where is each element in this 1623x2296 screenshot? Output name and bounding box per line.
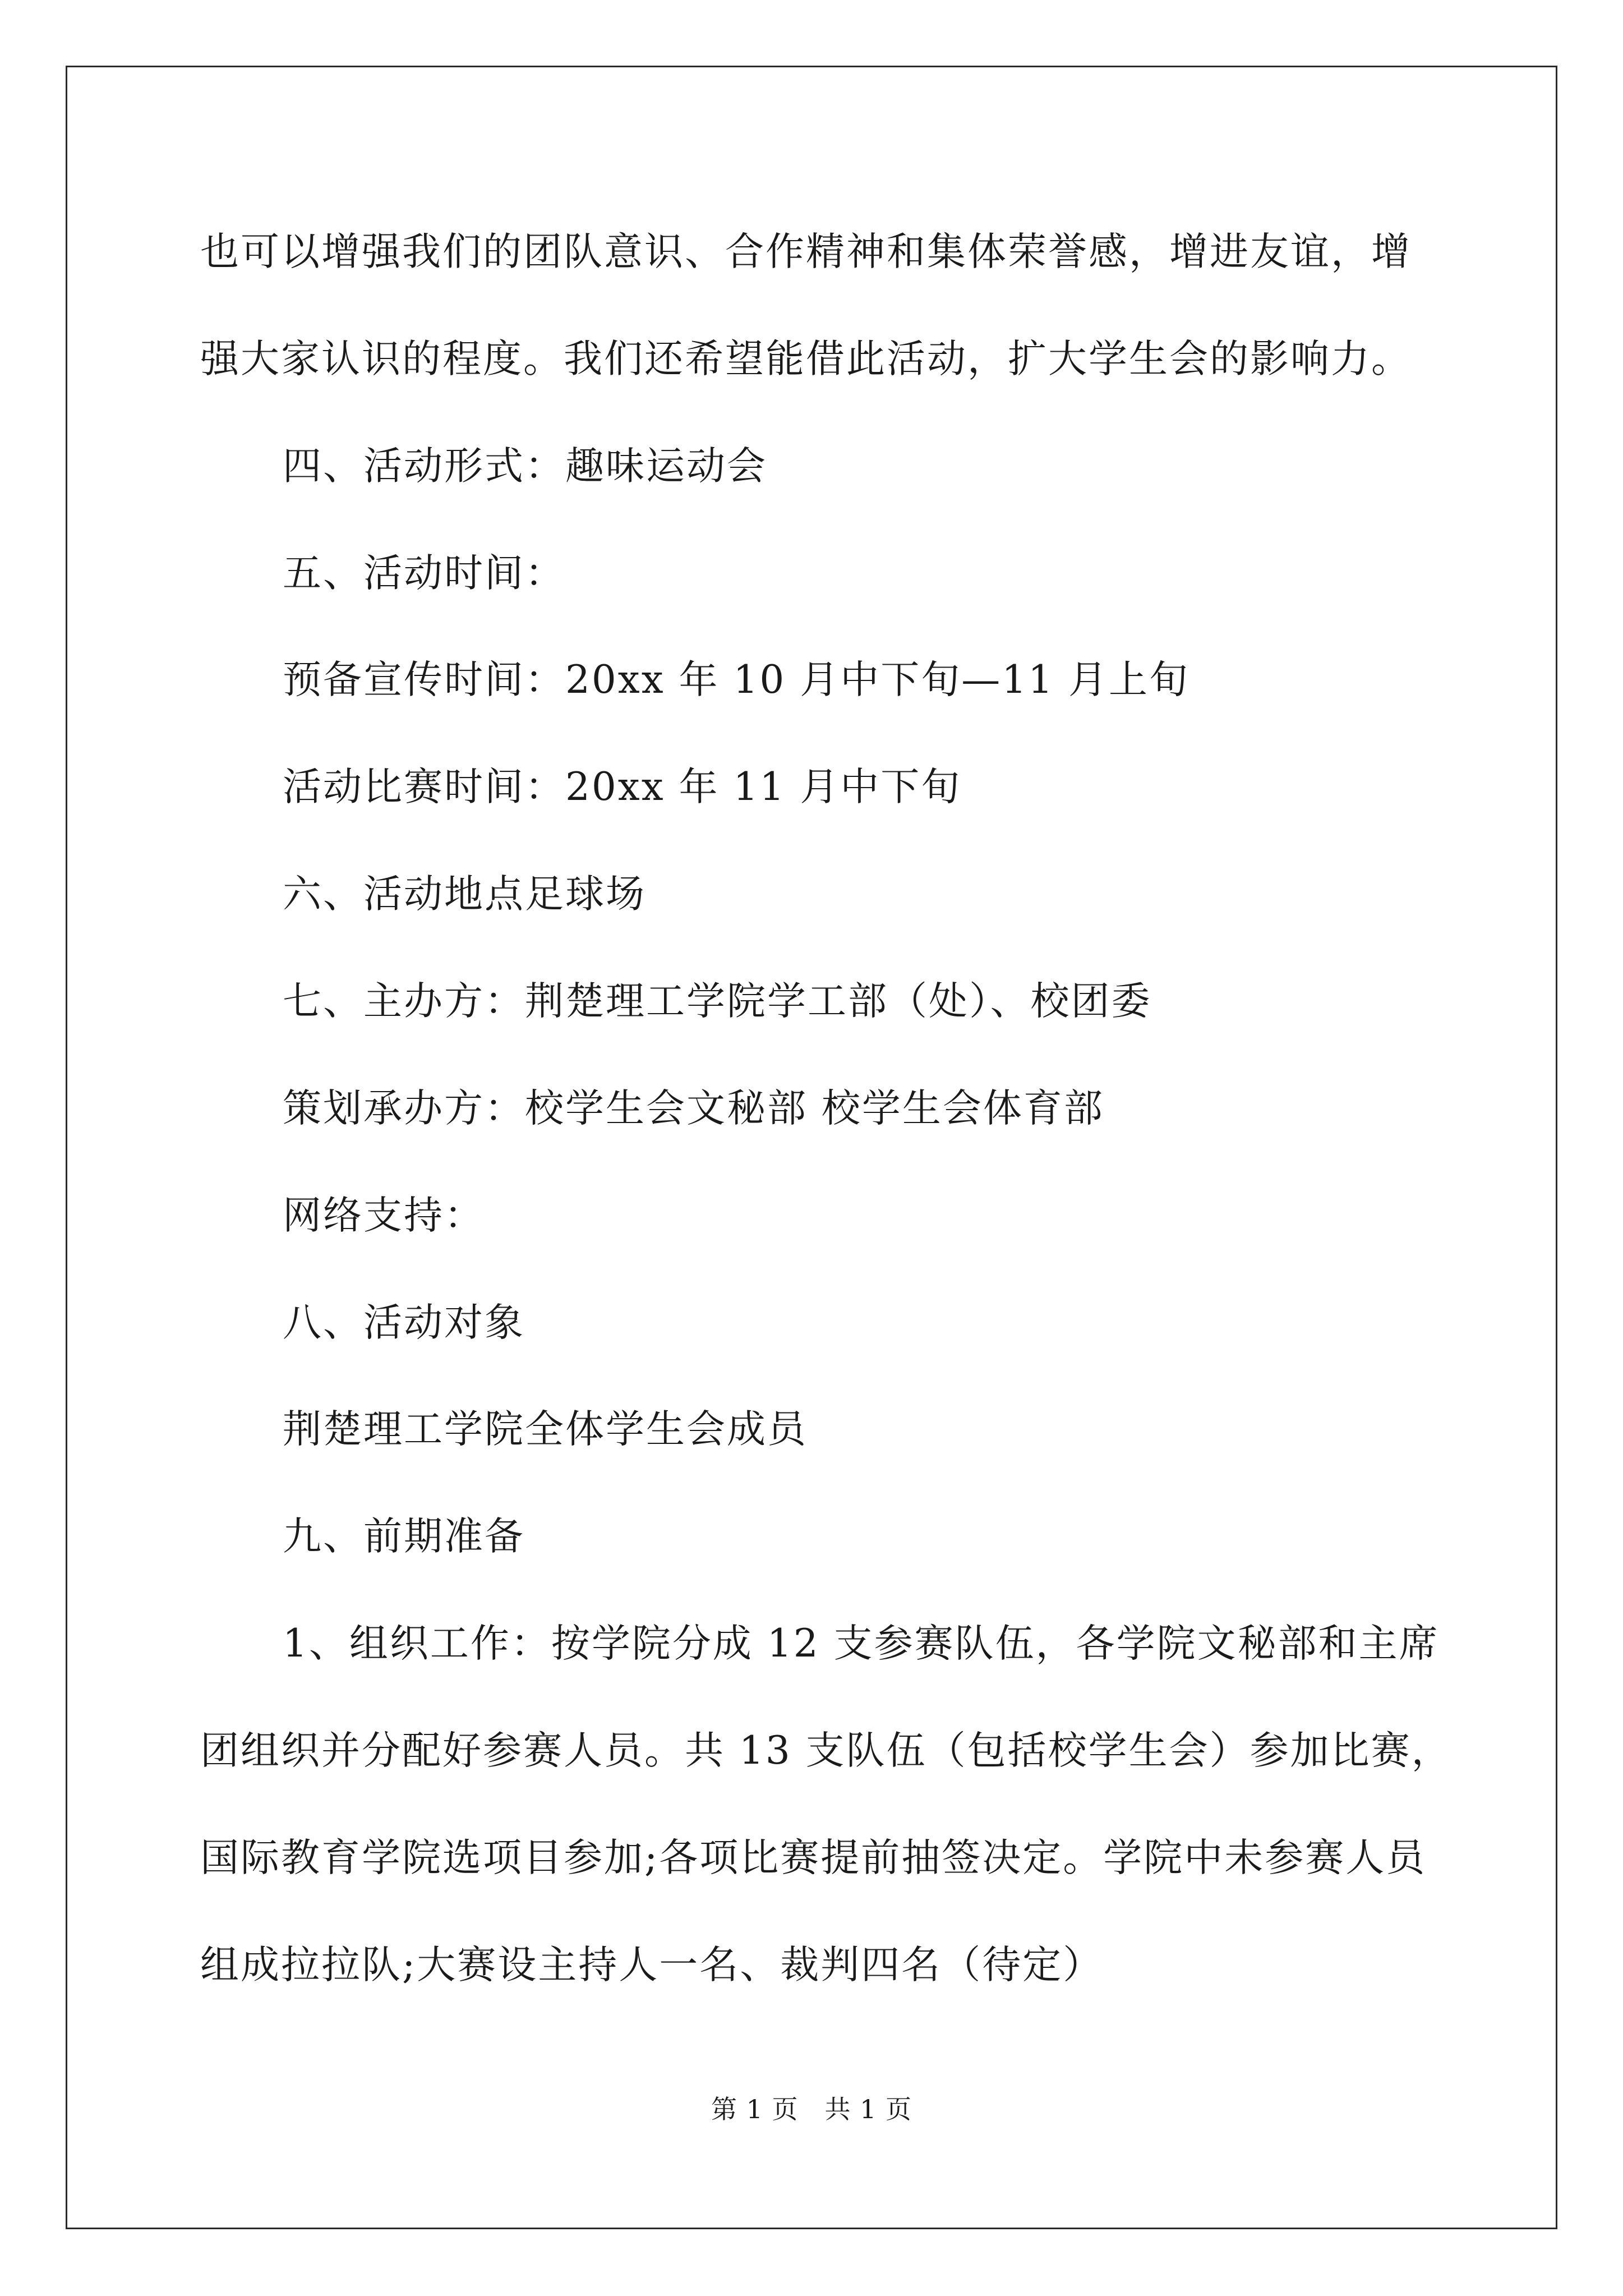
- paragraph-line: 预备宣传时间：20xx 年 10 月中下旬—11 月上旬: [283, 657, 1189, 702]
- paragraph-line: 组成拉拉队;大赛设主持人一名、裁判四名（待定）: [200, 1943, 1104, 1987]
- paragraph-line: 强大家认识的程度。我们还希望能借此活动，扩大学生会的影响力。: [200, 337, 1412, 381]
- paragraph-line: 荆楚理工学院全体学生会成员: [283, 1407, 808, 1452]
- paragraph-line: 活动比赛时间：20xx 年 11 月中下旬: [283, 765, 962, 809]
- section-heading: 九、前期准备: [283, 1514, 525, 1559]
- section-heading: 六、活动地点足球场: [283, 872, 646, 917]
- section-heading: 八、活动对象: [283, 1300, 525, 1345]
- section-heading: 五、活动时间：: [283, 551, 565, 596]
- paragraph-line: 网络支持：: [283, 1193, 485, 1238]
- paragraph-line: 团组织并分配好参赛人员。共 13 支队伍（包括校学生会）参加比赛，: [200, 1728, 1452, 1773]
- paragraph-line: 国际教育学院选项目参加;各项比赛提前抽签决定。学院中未参赛人员: [200, 1835, 1427, 1880]
- paragraph-line: 策划承办方：校学生会文秘部 校学生会体育部: [283, 1086, 1104, 1131]
- page-border: [66, 66, 1557, 2229]
- paragraph-line: 也可以增强我们的团队意识、合作精神和集体荣誉感，增进友谊，增: [200, 229, 1412, 274]
- paragraph-line: 1、组织工作：按学院分成 12 支参赛队伍，各学院文秘部和主席: [283, 1621, 1440, 1666]
- section-heading: 四、活动形式：趣味运动会: [283, 444, 767, 489]
- section-heading: 七、主办方：荆楚理工学院学工部（处）、校团委: [283, 979, 1152, 1024]
- page-footer: 第 1 页 共 1 页: [711, 2094, 912, 2124]
